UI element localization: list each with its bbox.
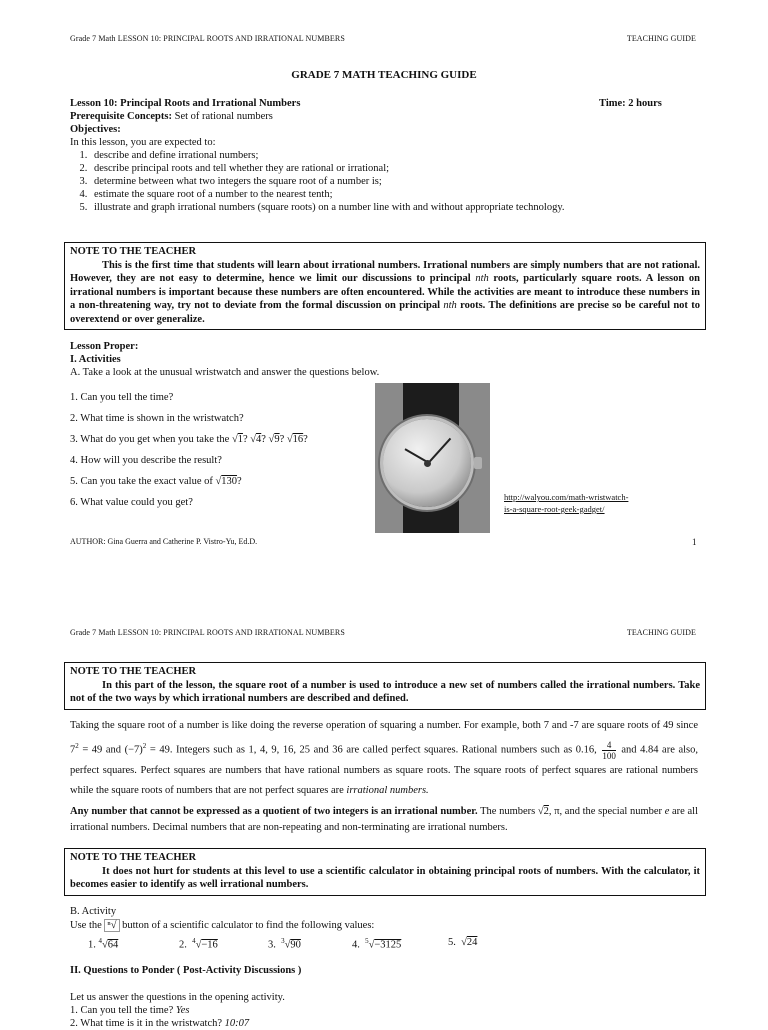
root-exercise: 5. √24 [448, 937, 478, 948]
para-text: Taking the square root of a number is like doing the reverse operation of squaring a number. For example, both 7 and -7 are square roots of 49 since [70, 720, 698, 731]
para-italic: irrational numbers. [346, 784, 429, 796]
page-number: 1 [692, 537, 697, 547]
lesson-title: Lesson 10: Principal Roots and Irrational Numbers [70, 98, 301, 109]
hand-pivot [424, 460, 431, 467]
wristwatch-photo [375, 383, 490, 533]
lesson-proper-heading: Lesson Proper: [70, 341, 139, 352]
activities-heading: I. Activities [70, 354, 121, 365]
radicand: 4 [256, 434, 262, 445]
root-exercise: 2. $^4$√−16 [179, 937, 218, 951]
exercise-number: 4. [352, 939, 360, 951]
note-body: It does not hurt for students at this level to use a scientific calculator in obtaining principal roots of numbers. With the calculator, it becomes easier to identify as well irrational numbers. [70, 865, 700, 890]
author-footer: AUTHOR: Gina Guerra and Catherine P. Vistro-Yu, Ed.D. [70, 537, 258, 546]
objectives-intro: In this lesson, you are expected to: [70, 137, 216, 148]
objective-item: 1. describe and define irrational numbers; [90, 149, 712, 162]
root-index: 3 [281, 937, 285, 945]
root-index: 5 [365, 937, 369, 945]
objective-item: 3. determine between what two integers the square root of a number is; [90, 175, 712, 188]
answer-value: Yes [175, 1005, 190, 1016]
objective-item: 5. illustrate and graph irrational numbers (square roots) on a number line with and without appropriate technology. [90, 201, 712, 214]
question-6: 6. What value could you get? [70, 497, 193, 508]
root-exercise: 4. $^5$√−3125 [352, 937, 402, 951]
fraction-numerator: 4 [602, 740, 616, 751]
header-left: Grade 7 Math LESSON 10: PRINCIPAL ROOTS AND IRRATIONAL NUMBERS [70, 34, 345, 43]
answer-question: 2. What time is it in the wristwatch? [70, 1018, 225, 1029]
link-line: is-a-square-root-geek-gadget/ [504, 504, 605, 514]
objective-item: 4. estimate the square root of a number to the nearest tenth; [90, 188, 712, 201]
question-text: 3. What do you get when you take the [70, 434, 232, 445]
radicand: −3125 [374, 939, 402, 951]
note-text: This is the first time that students will learn about irrational numbers. Irrational numbers are simply numbers that are not rational. However, they are not easy to determine, hence we limit our discussions to principal [70, 259, 700, 284]
para-text: are all irrational numbers. Decimal numbers that are non-repeating and non-terminating are irrational numbers. [70, 806, 699, 833]
radicand: −16 [201, 939, 218, 951]
note-body [70, 259, 700, 327]
para-italic: e [664, 806, 670, 817]
page-gap [0, 562, 768, 600]
para-text: = 49. Integers such as 1, 4, 9, 16, 25 and 36 are called perfect squares. Rational numbers such as 0.16, [146, 744, 601, 756]
lesson-time: Time: 2 hours [599, 98, 662, 109]
note-text: roots, particularly square roots. A lesson on irrational numbers is important because these numbers are often encountered. While the activities are meant to introduce these numbers in a non-threatening way, try not to deviate from the formal discussion on principal [70, 273, 700, 311]
para-text: and 4.84 are also, perfect squares. Perfect squares are numbers that have rational numbers as square roots. The square roots of perfect squares are rational numbers while the square roots of numbers that are not perfect squares are [70, 744, 698, 796]
header-left: Grade 7 Math LESSON 10: PRINCIPAL ROOTS AND IRRATIONAL NUMBERS [70, 628, 345, 637]
instruction-text: Use the [70, 920, 105, 931]
para-text: , π, and the special number [548, 806, 665, 817]
root-index: 4 [192, 937, 196, 945]
radicand: 16 [292, 434, 304, 445]
exercise-number: 5. [448, 937, 456, 948]
source-link[interactable] [504, 491, 628, 515]
note-nth: nth [475, 273, 489, 284]
note-to-teacher-box-2 [64, 662, 706, 710]
activity-b-heading: B. Activity [70, 906, 117, 917]
prerequisite-line [70, 110, 273, 123]
header-right: TEACHING GUIDE [626, 34, 696, 43]
perfect-squares-paragraph: Taking the square root of a number is like doing the reverse operation of squaring a number. For example, both 7 and -7 are square roots of 49 since $7^2 = 49$ and $(-7)^2 = 49$. Integers such as 1, 4, 9, 16, 25 and 36 are called perfect squares. Rational numbers such as 0.16, $\frac{4}{100}$ and 4.84 are also, perfect squares. Perfect squares are numbers that have rational numbers as square roots. The square roots of perfect squares are rational numbers while the square roots of numbers that are not perfect squares are irrational numbers. [70, 720, 698, 796]
radicand: 9 [274, 434, 280, 445]
radicand: 1 [237, 434, 243, 445]
note-title: NOTE TO THE TEACHER [70, 246, 197, 257]
answer-intro: Let us answer the questions in the opening activity. [70, 992, 285, 1003]
question-3: 3. What do you get when you take the √1? √4? √9? √16? [70, 434, 308, 445]
calculator-instruction [70, 919, 374, 932]
radicand: 90 [290, 939, 301, 951]
activity-a-instruction: A. Take a look at the unusual wristwatch and answer the questions below. [70, 367, 380, 378]
radicand: 130 [221, 476, 238, 487]
question-text: 5. Can you take the exact value of [70, 476, 216, 487]
instruction-text: button of a scientific calculator to find the following values: [119, 920, 375, 931]
radicand: 24 [466, 937, 478, 948]
note-to-teacher-box [64, 242, 706, 330]
link-line: http://walyou.com/math-wristwatch- [504, 492, 629, 502]
question-2: 2. What time is shown in the wristwatch? [70, 413, 244, 424]
exercise-number: 1. [88, 939, 96, 951]
note-text: roots. The definitions are precise so be careful not to overextend or over generalize. [70, 300, 700, 325]
exercise-number: 3. [268, 939, 276, 951]
answer-question: 1. Can you tell the time? [70, 1005, 176, 1016]
watch-crown [474, 457, 482, 469]
note-to-teacher-box-3 [64, 848, 706, 896]
para-text: = 49 and [78, 744, 125, 756]
root-index: 4 [98, 937, 102, 945]
exercise-number: 2. [179, 939, 187, 951]
para-text: The numbers [477, 806, 538, 817]
radicand: 64 [107, 939, 119, 951]
fraction-denominator: 100 [602, 750, 616, 761]
root-exercise: 1. $^4$√64 [88, 937, 119, 951]
answer-1 [70, 1004, 189, 1017]
header-right: TEACHING GUIDE [626, 628, 696, 637]
irrational-definition-paragraph: Any number that cannot be expressed as a quotient of two integers is an irrational number. The numbers √2, π, and the special number e are all irrational numbers. Decimal numbers that are non-repeating and non-terminating are irrational numbers. [70, 806, 699, 833]
objectives-label: Objectives: [70, 124, 121, 135]
definition-bold: Any number that cannot be expressed as a quotient of two integers is an irrational number. [70, 806, 478, 817]
fraction [602, 740, 616, 761]
note-nth: nth [443, 300, 457, 311]
note-title: NOTE TO THE TEACHER [70, 852, 197, 863]
question-5: 5. Can you take the exact value of √130? [70, 476, 242, 487]
nth-root-button-icon: ⁿ√ [104, 919, 119, 932]
questions-to-ponder-heading: II. Questions to Ponder ( Post-Activity Discussions ) [70, 965, 302, 976]
note-body: In this part of the lesson, the square root of a number is used to introduce a new set of numbers called the irrational numbers. Take not of the two ways by which irrational numbers are described and defined. [70, 679, 700, 704]
root-exercise: 3. $^3$√90 [268, 937, 301, 951]
page-title: GRADE 7 MATH TEACHING GUIDE [291, 69, 477, 81]
prerequisite-label: Prerequisite Concepts: [70, 111, 172, 122]
prerequisite-value: Set of rational numbers [174, 111, 273, 122]
question-1: 1. Can you tell the time? [70, 392, 174, 403]
note-title: NOTE TO THE TEACHER [70, 666, 197, 677]
objectives-list [62, 149, 712, 214]
objective-item: 2. describe principal roots and tell whether they are rational or irrational; [90, 162, 712, 175]
question-4: 4. How will you describe the result? [70, 455, 222, 466]
radicand: 2 [543, 806, 549, 817]
answer-value: 10:07 [224, 1018, 250, 1029]
